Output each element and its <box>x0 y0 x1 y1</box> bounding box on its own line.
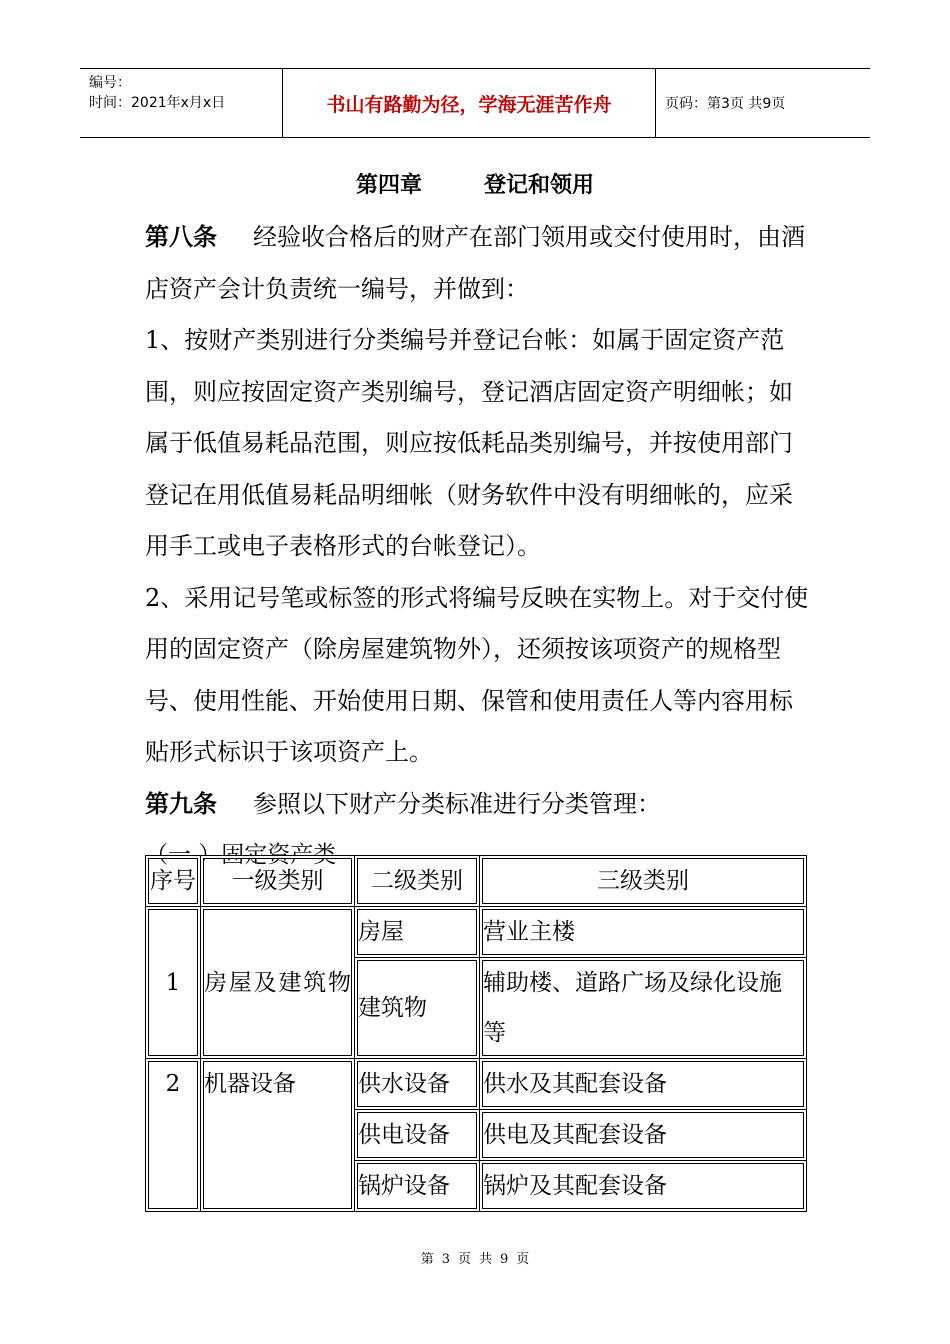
header-meta <box>80 69 282 137</box>
page-footer <box>0 1248 950 1267</box>
level3-category: 锅炉及其配套设备 <box>480 1161 807 1212</box>
table-header-row <box>146 856 807 907</box>
footer-total: 9 <box>500 1252 509 1267</box>
code-label: 编号： <box>89 75 131 91</box>
header-cell: 一级类别 <box>201 856 355 907</box>
chapter-title: 登记和领用 <box>484 173 595 198</box>
row-number: 1 <box>146 907 201 1059</box>
header-page-info: 页码：第3页 共9页 <box>665 96 786 112</box>
section-heading: （一 ）固定资产类 <box>145 842 337 868</box>
date-label: 时间：2021年x月x日 <box>89 95 226 111</box>
table-row <box>146 907 807 958</box>
table-row <box>146 1059 807 1110</box>
article-8-item-1: 1、按财产类别进行分类编号并登记台帐：如属于固定资产范围，则应按固定资产类别编号，登记酒店固定资产明细帐；如属于低值易耗品范围，则应按低耗品类别编号，并按使用部门登记在用低值易耗品明细帐（财务软件中没有明细帐的，应采用手工或电子表格形式的台帐登记）。 <box>145 326 793 560</box>
article-8-item-2: 2、采用记号笔或标签的形式将编号反映在实物上。对于交付使用的固定资产（除房屋建筑物外），还须按该项资产的规格型号、使用性能、开始使用日期、保管和使用责任人等内容用标贴形式标识于该项资产上。 <box>145 583 809 766</box>
level1-category: 机器设备 <box>201 1059 355 1212</box>
chapter-heading <box>0 168 950 199</box>
header-cell: 序号 <box>146 856 201 907</box>
header-cell: 二级类别 <box>355 856 480 907</box>
document-body <box>145 212 815 882</box>
level1-category: 房屋及建筑物 <box>201 907 355 1059</box>
page-header <box>80 68 870 138</box>
footer-text: 第 <box>420 1252 434 1267</box>
article-9-label: 第九条 <box>145 789 217 818</box>
level2-category: 锅炉设备 <box>355 1161 480 1212</box>
level3-category: 供电及其配套设备 <box>480 1110 807 1161</box>
footer-text: 共 <box>479 1252 493 1267</box>
level3-category: 供水及其配套设备 <box>480 1059 807 1110</box>
header-motto: 书山有路勤为径，学海无涯苦作舟 <box>282 69 656 137</box>
row-number: 2 <box>146 1059 201 1212</box>
article-8-label: 第八条 <box>145 223 217 251</box>
level3-category: 辅助楼、道路广场及绿化设施等 <box>480 958 807 1059</box>
footer-text: 页 <box>516 1252 530 1267</box>
level2-category: 建筑物 <box>355 958 480 1059</box>
article-8-intro: 经验收合格后的财产在部门领用或交付使用时，由酒店资产会计负责统一编号，并做到： <box>145 223 805 303</box>
footer-text: 页 <box>457 1252 471 1267</box>
level3-category: 营业主楼 <box>480 907 807 958</box>
footer-page: 3 <box>441 1252 450 1267</box>
level2-category: 房屋 <box>355 907 480 958</box>
chapter-number: 第四章 <box>355 173 422 198</box>
level2-category: 供电设备 <box>355 1110 480 1161</box>
header-cell: 三级类别 <box>480 856 807 907</box>
article-8 <box>145 212 815 315</box>
article-9 <box>145 779 815 831</box>
article-9-text: 参照以下财产分类标准进行分类管理： <box>253 789 661 818</box>
asset-classification-table <box>145 855 807 1212</box>
level2-category: 供水设备 <box>355 1059 480 1110</box>
